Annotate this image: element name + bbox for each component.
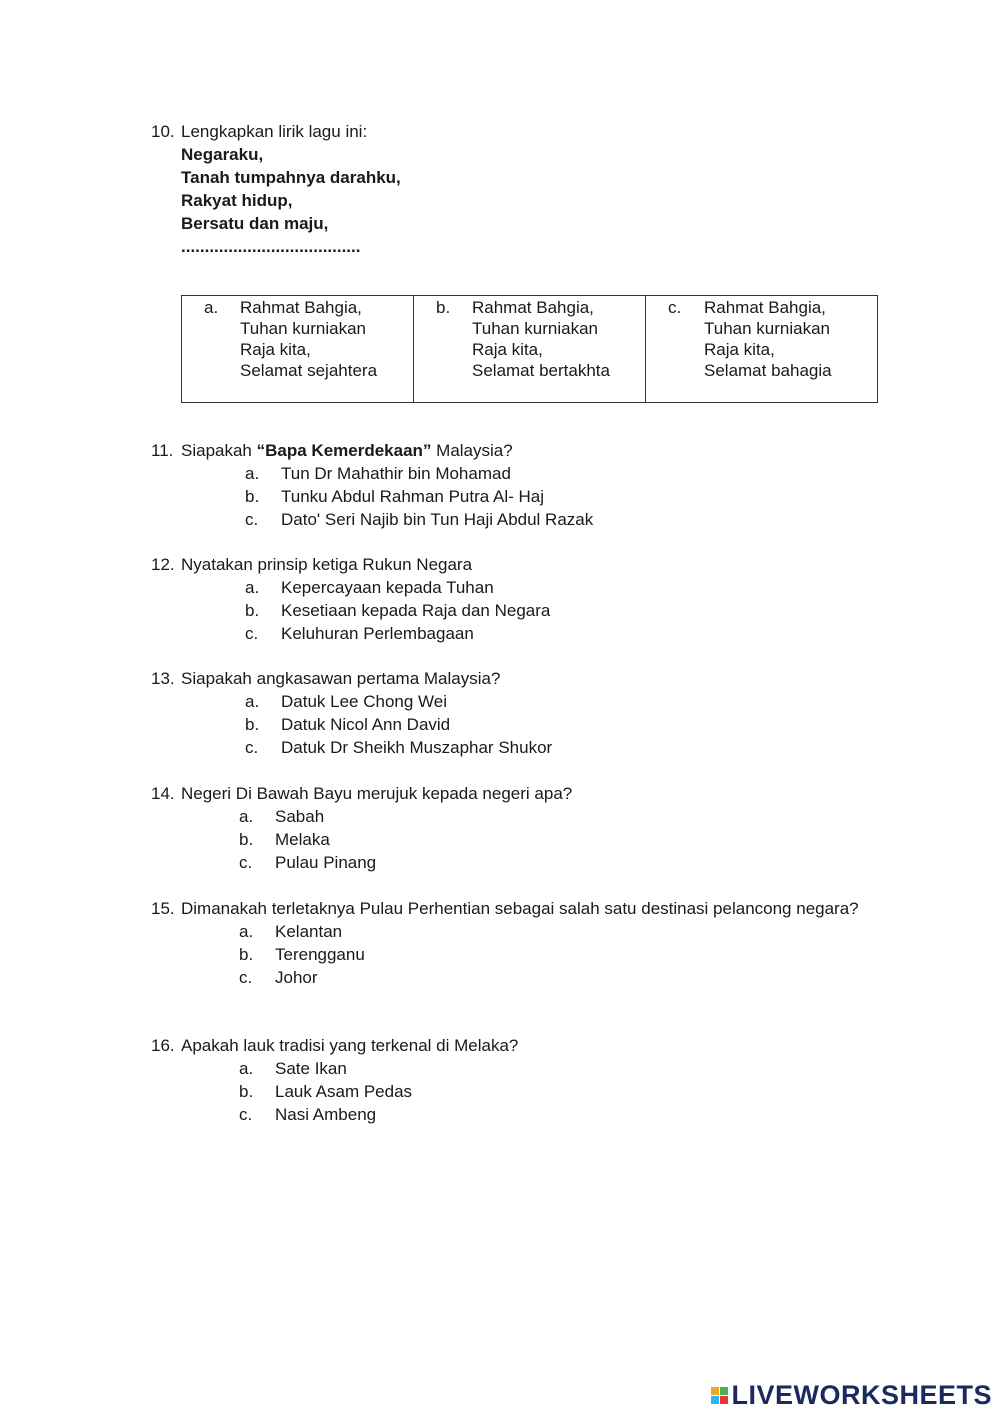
question-prompt: Dimanakah terletaknya Pulau Perhentian sebagai salah satu destinasi pelancong negara? <box>181 899 859 918</box>
choice-line: Tuhan kurniakan <box>472 319 599 338</box>
option-letter: c. <box>245 510 259 529</box>
option-b[interactable] <box>239 828 891 851</box>
option-a[interactable] <box>245 690 891 713</box>
option-text: Datuk Dr Sheikh Muszaphar Shukor <box>281 738 553 757</box>
option-c[interactable] <box>239 966 871 989</box>
option-letter: b. <box>239 1082 254 1101</box>
liveworksheets-logo <box>711 1380 992 1410</box>
option-letter: b. <box>239 830 254 849</box>
option-c[interactable] <box>245 508 891 531</box>
option-a[interactable] <box>239 920 871 943</box>
option-letter: c. <box>239 1105 253 1124</box>
option-text: Johor <box>275 968 318 987</box>
option-b[interactable] <box>245 713 891 736</box>
option-b[interactable] <box>239 943 871 966</box>
question-16 <box>151 1034 891 1126</box>
prompt-emphasis: “Bapa Kemerdekaan” <box>256 441 432 460</box>
option-a[interactable] <box>245 576 891 599</box>
choice-line: Selamat bertakhta <box>472 361 610 380</box>
question-prompt: Lengkapkan lirik lagu ini: <box>181 122 368 141</box>
choice-line: Rahmat Bahgia, <box>472 298 594 317</box>
choice-line: Selamat sejahtera <box>240 361 378 380</box>
lyric-line: Negaraku, <box>181 145 264 164</box>
option-a[interactable] <box>239 1057 891 1080</box>
option-letter: c. <box>245 738 259 757</box>
option-text: Sabah <box>275 807 325 826</box>
option-letter: a. <box>239 1059 254 1078</box>
option-text: Sate Ikan <box>275 1059 347 1078</box>
logo-block <box>711 1396 719 1404</box>
option-c[interactable] <box>239 1103 891 1126</box>
question-number: 12. <box>151 555 175 574</box>
question-12 <box>151 553 891 645</box>
lyric-line: Rakyat hidup, <box>181 191 293 210</box>
choice-line: Tuhan kurniakan <box>240 319 367 338</box>
option-text: Kelantan <box>275 922 343 941</box>
option-letter: c. <box>239 853 253 872</box>
option-text: Lauk Asam Pedas <box>275 1082 413 1101</box>
option-text: Terengganu <box>275 945 365 964</box>
option-text: Tun Dr Mahathir bin Mohamad <box>281 464 511 483</box>
prompt-text: Siapakah <box>181 441 257 460</box>
option-letter: a. <box>239 807 254 826</box>
option-b[interactable] <box>245 599 891 622</box>
option-b[interactable] <box>245 485 891 508</box>
question-prompt: Nyatakan prinsip ketiga Rukun Negara <box>181 555 473 574</box>
option-c[interactable] <box>239 851 891 874</box>
choice-line: Rahmat Bahgia, <box>704 298 826 317</box>
question-15 <box>151 897 871 989</box>
option-text: Datuk Nicol Ann David <box>281 715 451 734</box>
option-b[interactable] <box>239 1080 891 1103</box>
question-number: 15. <box>151 899 175 918</box>
option-a[interactable] <box>239 805 891 828</box>
question-number: 10. <box>151 122 175 141</box>
lyric-blank: ...................................... <box>181 237 361 256</box>
choice-letter: b. <box>436 298 451 317</box>
question-11 <box>151 439 891 531</box>
option-text: Nasi Ambeng <box>275 1105 377 1124</box>
choice-letter: a. <box>204 298 219 317</box>
option-letter: a. <box>239 922 254 941</box>
option-letter: a. <box>245 578 260 597</box>
option-letter: b. <box>239 945 254 964</box>
option-text: Datuk Lee Chong Wei <box>281 692 448 711</box>
prompt-text: Malaysia? <box>431 441 513 460</box>
option-letter: b. <box>245 601 260 620</box>
choice-cell-b[interactable] <box>414 296 646 403</box>
logo-block <box>720 1396 728 1404</box>
question-10 <box>151 120 891 258</box>
option-c[interactable] <box>245 736 891 759</box>
option-letter: a. <box>245 692 260 711</box>
choice-cell-c[interactable] <box>646 296 878 403</box>
choice-line: Raja kita, <box>240 340 311 359</box>
lyric-line: Bersatu dan maju, <box>181 214 329 233</box>
option-c[interactable] <box>245 622 891 645</box>
logo-blocks-icon <box>711 1387 728 1404</box>
option-a[interactable] <box>245 462 891 485</box>
option-letter: c. <box>245 624 259 643</box>
question-14 <box>151 782 891 874</box>
choice-line: Selamat bahagia <box>704 361 832 380</box>
question-prompt: Siapakah angkasawan pertama Malaysia? <box>181 669 501 688</box>
option-text: Kesetiaan kepada Raja dan Negara <box>281 601 551 620</box>
option-letter: a. <box>245 464 260 483</box>
option-letter: b. <box>245 487 260 506</box>
q10-choices-table <box>181 295 878 403</box>
option-text: Pulau Pinang <box>275 853 377 872</box>
choice-line: Rahmat Bahgia, <box>240 298 362 317</box>
choice-line: Tuhan kurniakan <box>704 319 831 338</box>
question-prompt: Apakah lauk tradisi yang terkenal di Melaka? <box>181 1036 519 1055</box>
option-letter: c. <box>239 968 253 987</box>
option-text: Kepercayaan kepada Tuhan <box>281 578 494 597</box>
question-prompt <box>181 439 513 462</box>
lyrics-block <box>151 143 891 258</box>
option-text: Tunku Abdul Rahman Putra Al- Haj <box>281 487 545 506</box>
option-letter: b. <box>245 715 260 734</box>
option-text: Dato' Seri Najib bin Tun Haji Abdul Razak <box>281 510 594 529</box>
option-text: Melaka <box>275 830 330 849</box>
choice-letter: c. <box>668 298 682 317</box>
question-number: 11. <box>151 441 174 460</box>
question-13 <box>151 667 891 759</box>
option-text: Keluhuran Perlembagaan <box>281 624 474 643</box>
choice-line: Raja kita, <box>472 340 543 359</box>
choice-line: Raja kita, <box>704 340 775 359</box>
logo-text: LIVEWORKSHEETS <box>731 1380 992 1410</box>
logo-block <box>720 1387 728 1395</box>
question-prompt: Negeri Di Bawah Bayu merujuk kepada negeri apa? <box>181 784 573 803</box>
lyric-line: Tanah tumpahnya darahku, <box>181 168 401 187</box>
question-number: 16. <box>151 1036 175 1055</box>
logo-block <box>711 1387 719 1395</box>
question-number: 14. <box>151 784 175 803</box>
question-number: 13. <box>151 669 175 688</box>
choice-cell-a[interactable] <box>182 296 414 403</box>
